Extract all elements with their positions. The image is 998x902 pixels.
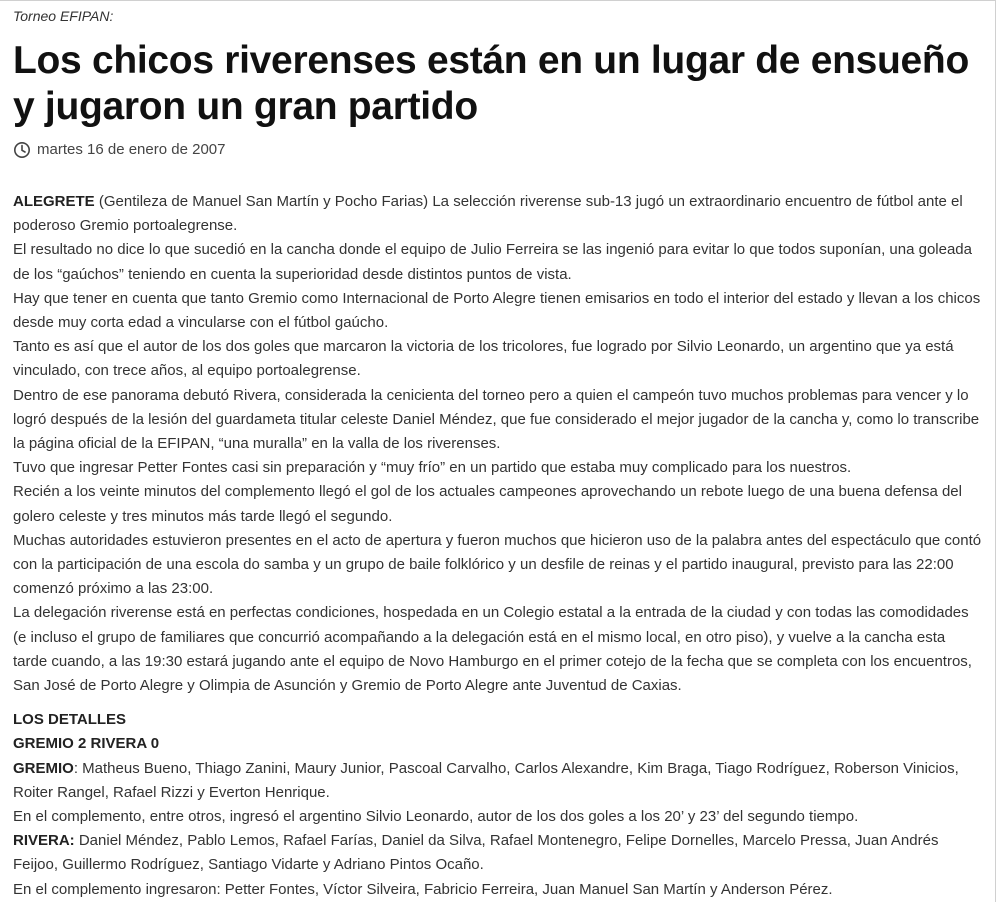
article-date: martes 16 de enero de 2007 [37, 141, 226, 158]
article-dateline [13, 140, 983, 160]
paragraph: Dentro de ese panorama debutó Rivera, considerada la cenicienta del torneo pero a quien el campeón tuvo muchos problemas para vencer y lo logró después de la lesión del guardameta titular celeste Daniel Méndez, que fue considerado el mejor jugador de la cancha y, como lo transcribe la página oficial de la EFIPAN, “una muralla” en la valla de los riverenses. [13, 386, 980, 453]
rivera-substitutes: En el complemento ingresaron: Petter Fontes, Víctor Silveira, Fabricio Ferreira, Juan Manuel San Martín y Anderson Pérez. [13, 880, 833, 898]
rivera-label: RIVERA: [13, 832, 75, 850]
article-title: Los chicos riverenses están en un lugar de ensueño y jugaron un gran partido [13, 39, 969, 128]
paragraph: El resultado no dice lo que sucedió en la cancha donde el equipo de Julio Ferreira se las ingenió para evitar lo que todos suponían, una goleada de los “gaúchos” teniendo en cuenta la superioridad desde distintos puntos de vista. [13, 241, 972, 283]
rivera-lineup: RIVERA: Daniel Méndez, Pablo Lemos, Rafael Farías, Daniel da Silva, Rafael Montenegro, Felipe Dornelles, Marcelo Pressa, Juan Andrés Feijoo, Guillermo Rodríguez, Santiago Vidarte y Adriano Pintos Ocaño. [13, 832, 939, 874]
gremio-label: GREMIO [13, 759, 74, 777]
paragraph: Hay que tener en cuenta que tanto Gremio como Internacional de Porto Alegre tienen emisarios en todo el interior del estado y llevan a los chicos desde muy corta edad a vincularse con el fútbol gaúcho. [13, 289, 981, 332]
clock-icon [13, 141, 31, 159]
lead-paragraph [13, 190, 983, 238]
paragraph: Tanto es así que el autor de los dos goles que marcaron la victoria de los tricolores, fue logrado por Silvio Leonardo, un argentino que ya está vinculado, con trece años, al equipo portoalegrense. [13, 338, 954, 380]
lead-place: ALEGRETE [13, 193, 95, 210]
article-kicker: Torneo EFIPAN: [13, 8, 114, 24]
paragraph: Recién a los veinte minutos del complemento llegó el gol de los actuales campeones aprovechando un rebote luego de una buena defensa del golero celeste y tres minutos más tarde llegó el segundo. [13, 483, 962, 525]
paragraph: Tuvo que ingresar Petter Fontes casi sin preparación y “muy frío” en un partido que estaba muy complicado para los nuestros. [13, 459, 852, 477]
article-body [13, 190, 983, 902]
match-score: GREMIO 2 RIVERA 0 [13, 735, 160, 753]
article [13, 0, 983, 902]
paragraph: Muchas autoridades estuvieron presentes en el acto de apertura y fueron muchos que hicieron uso de la palabra antes del espectáculo que contó con la participación de una escola do samba y un grupo de baile folklórico y un desfile de reinas y el partido inaugural, previsto para las 22:00 comenzó próximo a las 23:00. [13, 531, 982, 598]
match-details [13, 708, 983, 902]
lead-text: (Gentileza de Manuel San Martín y Pocho Farias) La selección riverense sub-13 jugó un extraordinario encuentro de fútbol ante el poderoso Gremio portoalegrense. [13, 193, 963, 235]
gremio-lineup: GREMIO: Matheus Bueno, Thiago Zanini, Maury Junior, Pascoal Carvalho, Carlos Alexandre, Kim Braga, Tiago Rodríguez, Roberson Vinicios, Roiter Rangel, Rafael Rizzi y Everton Henrique. [13, 759, 959, 801]
gremio-substitutes: En el complemento, entre otros, ingresó el argentino Silvio Leonardo, autor de los dos goles a los 20’ y 23’ del segundo tiempo. [13, 808, 859, 826]
paragraph: La delegación riverense está en perfectas condiciones, hospedada en un Colegio estatal a la entrada de la ciudad y con todas las comodidades (e incluso el grupo de familiares que concurrió acompañando a la delegación está en el mismo local, en otro piso), y vuelve a la cancha esta tarde cuando, a las 19:30 estará jugando ante el equipo de Novo Hamburgo en el primer cotejo de la fecha que se completa con los encuentros, San José de Porto Alegre y Olimpia de Asunción y Gremio de Porto Alegre ante Juventud de Caxias. [13, 604, 972, 695]
details-heading: LOS DETALLES [13, 711, 127, 729]
